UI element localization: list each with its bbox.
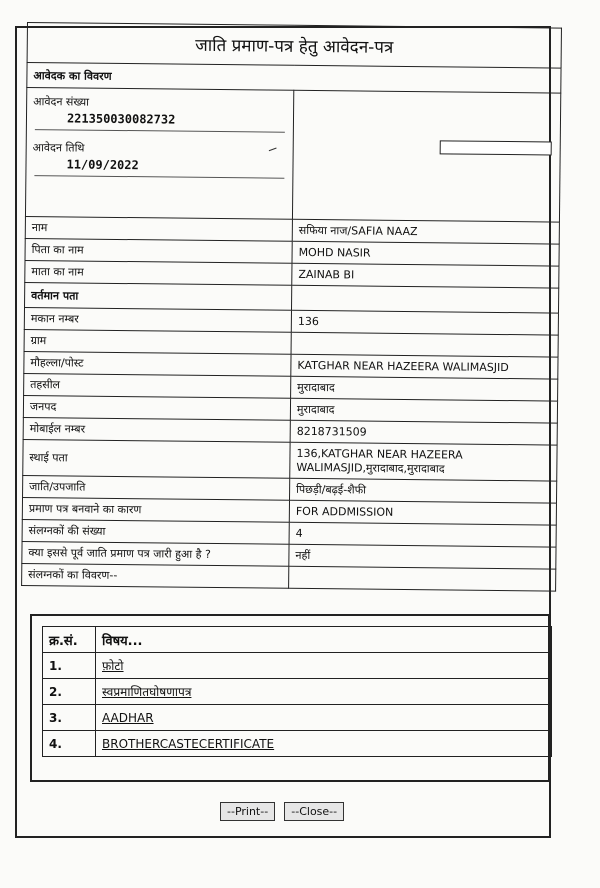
mobile-value: 8218731509	[290, 420, 557, 445]
table-row	[43, 653, 552, 679]
attachment-serial: 1.	[43, 653, 96, 679]
table-row	[22, 563, 556, 591]
district-label: जनपद	[23, 395, 290, 420]
attachment-serial: 2.	[43, 679, 96, 705]
form-title: जाति प्रमाण-पत्र हेतु आवेदन-पत्र	[27, 23, 561, 69]
attachments-table	[42, 626, 552, 757]
caste-label: जाति/उपजाति	[23, 475, 290, 500]
village-value	[291, 332, 558, 357]
tehsil-label: तहसील	[24, 373, 291, 398]
locality-label: मौहल्ला/पोस्ट	[24, 351, 291, 376]
previous-certificate-value: नहीं	[289, 544, 556, 569]
attachment-link-photo[interactable]: फ़ोटो	[102, 659, 124, 673]
attachment-count-label: संलग्नकों की संख्या	[22, 519, 289, 544]
reason-label: प्रमाण पत्र बनवाने का कारण	[22, 497, 289, 522]
application-no-label: आवेदन संख्या	[33, 95, 90, 109]
table-row	[43, 679, 552, 705]
mobile-label: मोबाईल नम्बर	[23, 417, 290, 442]
button-bar	[220, 800, 360, 822]
father-name-label: पिता का नाम	[25, 238, 292, 263]
father-name-value: MOHD NASIR	[292, 241, 559, 266]
close-button[interactable]: --Close--	[284, 802, 344, 821]
permanent-address-value: 136,KATGHAR NEAR HAZEERA WALIMASJID,मुरादाबाद,मुरादाबाद	[290, 442, 557, 481]
name-value: सफिया नाज/SAFIA NAAZ	[292, 219, 559, 244]
col-serial-header: क्र.सं.	[43, 627, 96, 653]
print-button[interactable]: --Print--	[220, 802, 275, 821]
attachment-details-value	[289, 566, 556, 591]
tehsil-value: मुरादाबाद	[291, 376, 558, 401]
mother-name-value: ZAINAB BI	[292, 263, 559, 288]
permanent-address-label: स्थाई पता	[23, 439, 290, 478]
mother-name-label: माता का नाम	[25, 260, 292, 285]
application-form-table	[21, 22, 562, 592]
form-container	[20, 22, 562, 664]
photo-area	[292, 90, 560, 222]
application-date-value: 11/09/2022	[66, 157, 139, 173]
attachment-link-self-declaration[interactable]: स्वप्रमाणितघोषणापत्र	[102, 685, 192, 699]
current-address-heading: वर्तमान पता	[25, 282, 292, 310]
table-row	[23, 439, 557, 481]
table-row	[43, 705, 552, 731]
caste-value: पिछड़ी/बढ़ई-शैफी	[290, 478, 557, 503]
district-value: मुरादाबाद	[290, 398, 557, 423]
attachments-box	[30, 614, 550, 782]
attachment-serial: 3.	[43, 705, 96, 731]
reason-value: FOR ADDMISSION	[289, 500, 556, 525]
col-subject-header: विषय...	[96, 627, 552, 653]
house-no-value: 136	[291, 310, 558, 335]
photo-placeholder	[440, 140, 552, 155]
attachment-serial: 4.	[43, 731, 96, 757]
application-date-label: आवेदन तिथि	[32, 141, 85, 155]
previous-certificate-label: क्या इससे पूर्व जाति प्रमाण पत्र जारी हुआ है ?	[22, 541, 289, 566]
applicant-section-heading: आवेदक का विवरण	[27, 63, 561, 94]
application-no-value: 221350030082732	[66, 111, 176, 127]
attachment-details-label: संलग्नकों का विवरण--	[22, 563, 289, 588]
village-label: ग्राम	[24, 329, 291, 354]
name-label: नाम	[25, 216, 292, 241]
attachment-link-aadhar[interactable]: AADHAR	[102, 710, 154, 725]
attachment-count-value: 4	[289, 522, 556, 547]
attachment-link-brother-caste-certificate[interactable]: BROTHERCASTECERTIFICATE	[102, 736, 275, 751]
application-meta-block	[25, 88, 293, 220]
table-row	[43, 731, 552, 757]
house-no-label: मकान नम्बर	[24, 307, 291, 332]
locality-value: KATGHAR NEAR HAZEERA WALIMASJID	[291, 354, 558, 379]
